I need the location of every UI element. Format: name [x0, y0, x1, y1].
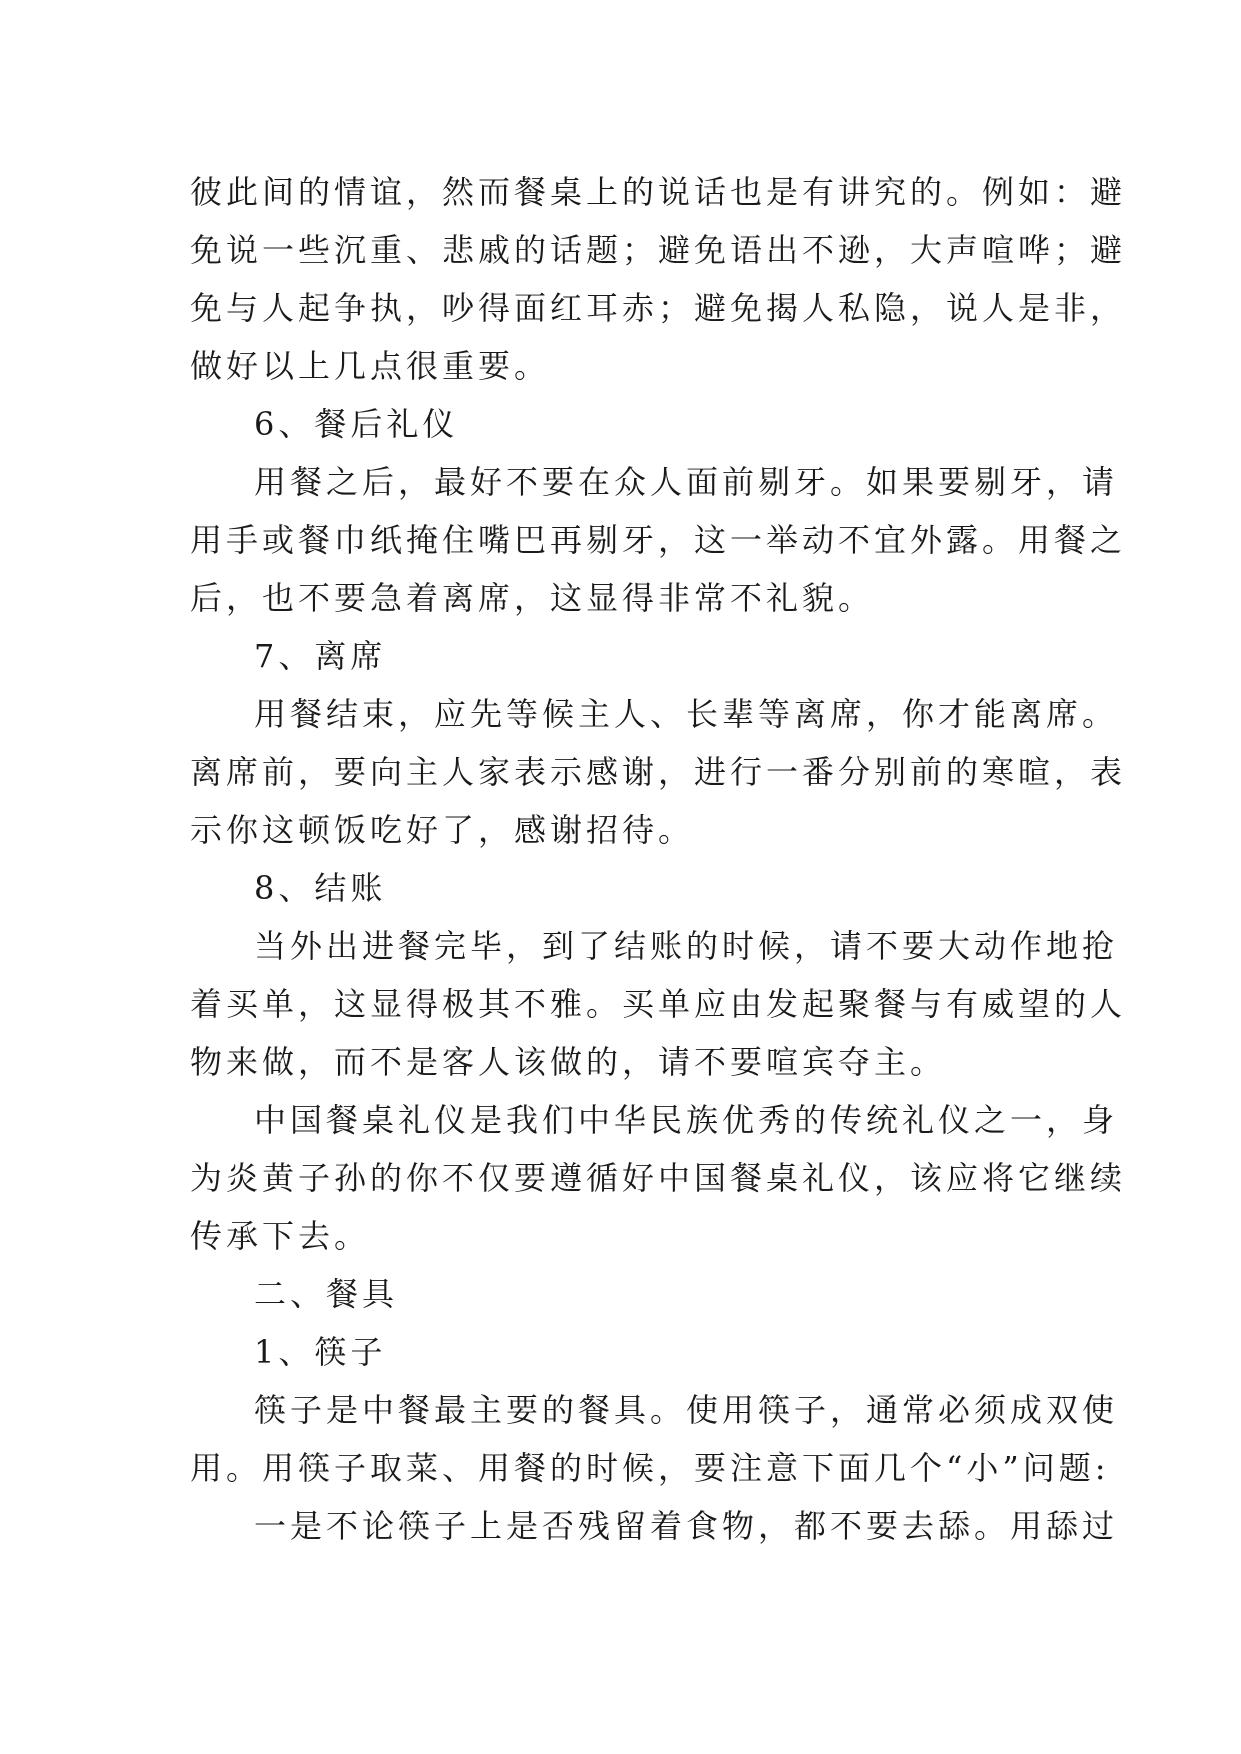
text-line: 1、筷子 — [254, 1333, 387, 1371]
text-line: 物来做，而不是客人该做的，请不要喧宾夺主。 — [190, 1043, 947, 1081]
document-body — [190, 163, 1127, 1555]
text-line: 传承下去。 — [190, 1217, 371, 1255]
text-line: 用餐之后，最好不要在众人面前剔牙。如果要剔牙，请 — [254, 463, 1119, 501]
text-line: 彼此间的情谊，然而餐桌上的说话也是有讲究的。例如：避 — [190, 173, 1127, 211]
text-line: 中国餐桌礼仪是我们中华民族优秀的传统礼仪之一，身 — [254, 1101, 1119, 1139]
text-line: 用餐结束，应先等候主人、长辈等离席，你才能离席。 — [254, 695, 1119, 733]
text-line: 免与人起争执，吵得面红耳赤；避免揭人私隐，说人是非， — [190, 289, 1127, 327]
text-line: 离席前，要向主人家表示感谢，进行一番分别前的寒暄，表 — [190, 753, 1127, 791]
text-line: 着买单，这显得极其不雅。买单应由发起聚餐与有威望的人 — [190, 985, 1127, 1023]
text-line: 做好以上几点很重要。 — [190, 347, 551, 385]
text-line: 6、餐后礼仪 — [254, 405, 459, 443]
text-line: 当外出进餐完毕，到了结账的时候，请不要大动作地抢 — [254, 927, 1119, 965]
text-line: 一是不论筷子上是否残留着食物，都不要去舔。用舔过 — [254, 1507, 1119, 1545]
text-line: 二、餐具 — [254, 1275, 399, 1313]
text-line: 用手或餐巾纸掩住嘴巴再剔牙，这一举动不宜外露。用餐之 — [190, 521, 1127, 559]
text-line: 7、离席 — [254, 637, 387, 675]
text-line: 示你这顿饭吃好了，感谢招待。 — [190, 811, 695, 849]
text-line: 为炎黄子孙的你不仅要遵循好中国餐桌礼仪，该应将它继续 — [190, 1159, 1127, 1197]
text-line: 免说一些沉重、悲戚的话题；避免语出不逊，大声喧哗；避 — [190, 231, 1127, 269]
text-line: 用。用筷子取菜、用餐的时候，要注意下面几个“小”问题: — [190, 1449, 1110, 1487]
text-line: 筷子是中餐最主要的餐具。使用筷子，通常必须成双使 — [254, 1391, 1119, 1429]
text-line: 8、结账 — [254, 869, 387, 907]
text-line: 后，也不要急着离席，这显得非常不礼貌。 — [190, 579, 875, 617]
